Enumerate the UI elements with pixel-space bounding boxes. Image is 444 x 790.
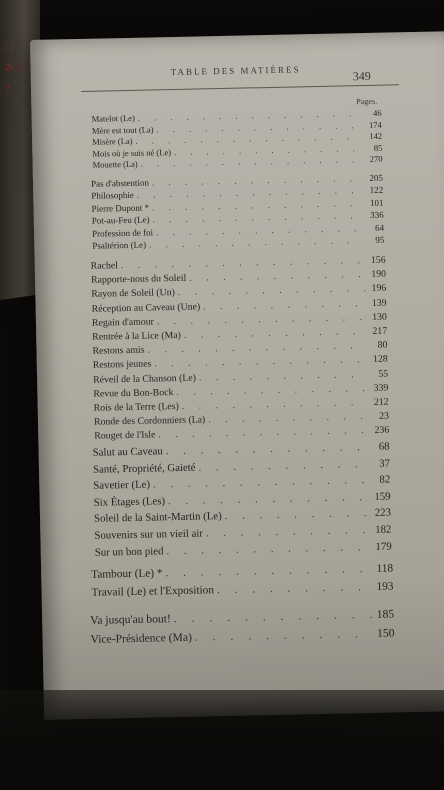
dot-leader (154, 354, 367, 369)
toc-entry-title: Mouette (La) (92, 159, 138, 171)
toc-entry-title: Rouget de l'Isle (94, 429, 156, 443)
page-number: 349 (352, 68, 371, 84)
toc-entry (91, 563, 393, 581)
toc-entry-page: 85 (373, 142, 383, 153)
toc-entry-page: 156 (370, 254, 386, 266)
toc-entry-page: 236 (374, 424, 390, 437)
toc-entry-title: Pierre Dupont * (91, 202, 150, 214)
toc-entry-page: 82 (379, 473, 391, 486)
toc-entry-title: Rayon de Soleil (Un) (91, 287, 175, 301)
toc-entry-page: 217 (372, 325, 388, 337)
toc-entry (91, 581, 393, 599)
dot-leader (178, 283, 366, 298)
toc-entry-title: Mois où je suis né (Le) (92, 146, 172, 159)
toc-entry-title: Rois de la Terre (Les) (93, 400, 179, 414)
toc-entry-page: 339 (373, 382, 389, 394)
toc-entry-title: Psaltérion (Le) (92, 239, 147, 251)
toc-entry-title: Mère est tout (La) (91, 124, 154, 136)
toc-entry-title: Matelot (Le) (91, 112, 135, 124)
toc-entry-title: Réveil de la Chanson (Le) (93, 372, 197, 386)
toc-entry-page: 95 (375, 234, 385, 245)
toc-entry-page: 122 (369, 185, 384, 196)
toc-entry-page: 142 (369, 130, 383, 142)
toc-entry-title: Regain d'amour (91, 316, 154, 329)
dot-leader (166, 441, 369, 457)
toc-entry-page: 150 (376, 626, 395, 640)
dot-leader (217, 581, 373, 596)
toc-entry-page: 46 (372, 107, 382, 118)
toc-entry-page: 174 (368, 119, 382, 130)
dot-leader (166, 541, 371, 557)
running-head: TABLE DES MATIÈRES (170, 64, 301, 78)
toc-entry-title: Rachel (90, 260, 119, 272)
toc-entry-page: 139 (371, 297, 387, 309)
toc-entry-title: Philosophie (91, 190, 134, 202)
toc-entry-page: 270 (369, 154, 383, 165)
toc-entry-page: 80 (377, 339, 388, 351)
toc-entry (94, 524, 391, 542)
dot-leader (206, 524, 371, 539)
dot-leader (176, 383, 367, 398)
dot-leader (208, 411, 368, 425)
dot-leader (149, 235, 363, 249)
dot-leader (189, 269, 365, 284)
toc-entry-page: 196 (371, 282, 387, 295)
dot-leader (174, 608, 374, 625)
pages-column-label: Pages. (356, 96, 378, 107)
toc-entry-page: 128 (372, 353, 388, 366)
dot-leader (199, 369, 367, 384)
toc-entry-title: Réception au Caveau (Une) (91, 301, 201, 315)
dot-leader (121, 255, 365, 271)
toc-entry (94, 507, 391, 525)
toc-entry-page: 23 (379, 410, 390, 422)
toc-entry-title: Ronde des Cordonniers (La) (93, 414, 206, 428)
toc-entry (93, 441, 390, 459)
toc-entry-page: 190 (371, 268, 387, 281)
toc-entry-title: Restons amis (92, 344, 145, 357)
dot-leader (147, 340, 366, 356)
toc-entry-title: Souvenirs sur un vieil air (94, 527, 204, 542)
toc-entry (94, 425, 389, 442)
toc-entry (93, 457, 390, 475)
dot-leader (203, 298, 366, 312)
toc-entry-title: Santé, Propriété, Gaieté (92, 461, 196, 476)
toc-entry-title: Soleil de la Saint-Martin (Le) (93, 510, 222, 526)
toc-entry-page: 336 (370, 209, 384, 221)
dot-leader (158, 425, 368, 440)
toc-entry-title: Travail (Le) et l'Exposition (91, 584, 215, 599)
toc-entry-title: Tambour (Le) * (91, 567, 163, 581)
shadow-below-book (0, 690, 444, 790)
toc-entry (90, 608, 394, 627)
toc-entry-page: 101 (369, 197, 384, 208)
toc-entry-title: Salut au Caveau (92, 445, 163, 459)
toc-entry-page: 159 (374, 490, 391, 503)
toc-entry (90, 626, 394, 645)
toc-entry (94, 490, 391, 508)
toc-entry-page: 205 (369, 172, 384, 183)
toc-entry-page: 55 (378, 368, 389, 380)
toc-entry-title: Va jusqu'au bout! (90, 612, 171, 627)
dot-leader (165, 563, 372, 579)
dot-leader (184, 326, 367, 341)
toc-entry-title: Six Étages (Les) (93, 495, 166, 509)
toc-entry-title: Revue du Bon-Bock (93, 386, 174, 400)
toc-entry-page: 68 (378, 440, 390, 453)
toc-entry-page: 64 (374, 222, 385, 233)
toc-entry-page: 193 (376, 580, 394, 593)
toc-entry-title: Sur un bon pied (94, 544, 164, 559)
toc-entry-page: 130 (372, 311, 387, 323)
dot-leader (182, 397, 368, 412)
toc-entry-title: Profession de foi (91, 227, 154, 239)
dot-leader (153, 474, 370, 491)
toc-entry-title: Vice-Présidence (Ma) (90, 630, 193, 646)
toc-entry-title: Rentrée à la Lice (Ma) (92, 329, 182, 343)
toc-entry-page: 212 (373, 396, 389, 408)
toc-entry-page: 185 (376, 607, 395, 621)
toc-entry-page: 179 (375, 540, 392, 553)
toc-entry-title: Rapporte-nous du Soleil (90, 272, 187, 286)
toc-entry-title: Pot-au-Feu (Le) (91, 214, 150, 226)
book-page (30, 31, 444, 720)
toc-entry-page: 223 (374, 506, 392, 520)
toc-entry (93, 474, 390, 492)
toc-entry-page: 37 (379, 457, 391, 470)
toc-entry-page: 118 (376, 562, 394, 575)
toc-entry-page: 182 (375, 523, 392, 536)
toc-entry (95, 540, 392, 558)
toc-entry-title: Misère (La) (92, 136, 133, 147)
dot-leader (198, 458, 369, 474)
toc-entry-title: Savetier (Le) (93, 478, 151, 492)
dot-leader (225, 507, 370, 522)
dot-leader (195, 627, 374, 644)
toc-entry-title: Pas d'abstention (90, 177, 149, 189)
toc-entry-title: Restons jeunes (92, 358, 152, 372)
dot-leader (157, 312, 366, 327)
spine-handwriting: ⁄ ∫ ⁂ ∮ ⁊ (4, 42, 23, 95)
dot-leader (168, 491, 370, 507)
table-of-contents (30, 31, 444, 720)
